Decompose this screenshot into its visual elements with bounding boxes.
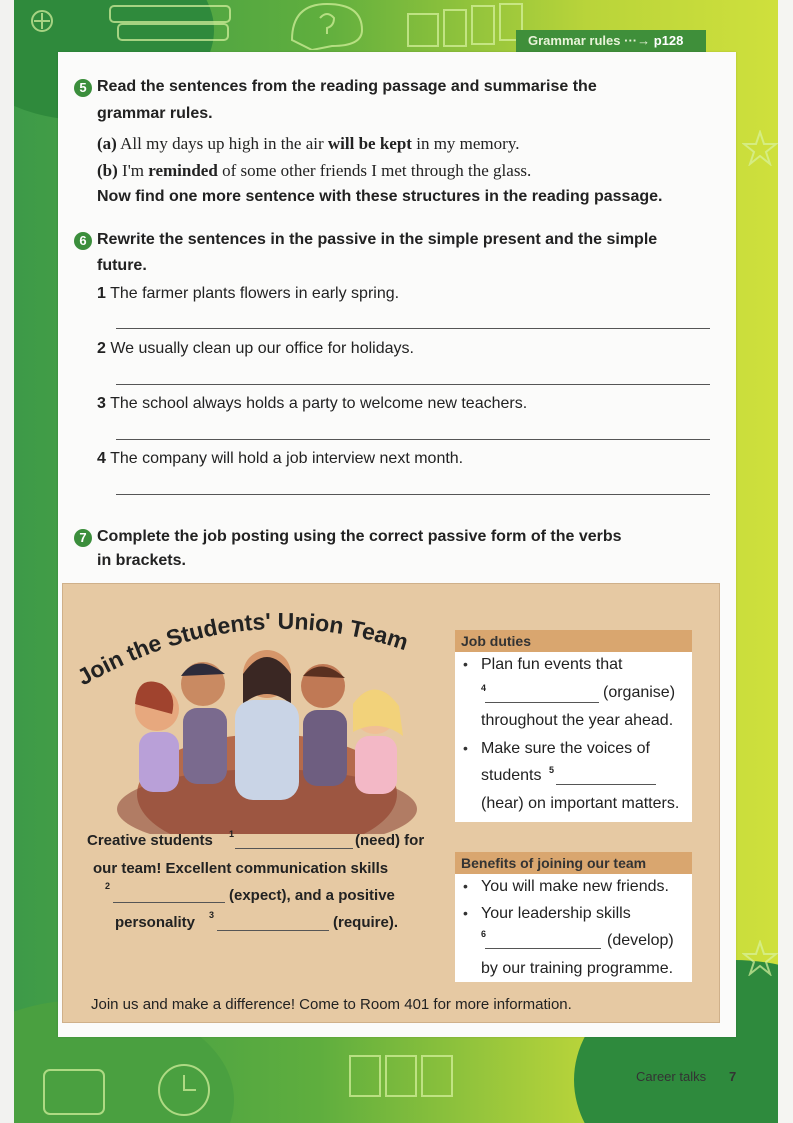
duty1-verb: (organise) xyxy=(603,684,676,701)
ex6-item-number: 2 xyxy=(97,340,106,357)
blank-6-line[interactable] xyxy=(485,948,601,949)
footer-section-title: Career talks xyxy=(636,1069,707,1084)
page-margin-left xyxy=(0,0,14,1123)
job-posting-poster xyxy=(62,583,720,1023)
blank-4-number: 4 xyxy=(481,683,487,693)
students-illustration-icon xyxy=(117,644,417,834)
ex6-item-3 xyxy=(97,395,527,413)
ex5-a-post: in my memory. xyxy=(416,134,520,153)
ex6-item-text: The company will hold a job interview next month. xyxy=(110,450,464,467)
ex5-sentence-b xyxy=(97,161,531,181)
ex5-sentence-a xyxy=(97,134,519,154)
exercise-5-number: 5 xyxy=(74,79,92,97)
ex6-item-text: The school always holds a party to welcome new teachers. xyxy=(110,395,528,412)
blank-5-line[interactable] xyxy=(556,784,656,785)
page-reference: p128 xyxy=(653,33,684,48)
blank-3-line[interactable] xyxy=(217,930,329,931)
abc-doodle-icon xyxy=(344,1050,474,1110)
creative-line4-b: (require). xyxy=(333,914,399,931)
ex6-answer-line-4[interactable] xyxy=(116,494,710,495)
benefit2-line1: Your leadership skills xyxy=(481,905,631,922)
blank-3-number: 3 xyxy=(209,910,215,920)
benefits-header: Benefits of joining our team xyxy=(455,852,692,874)
bullet-icon: • xyxy=(463,656,468,672)
creative-line1-a: Creative students xyxy=(87,832,213,849)
blank-6-number: 6 xyxy=(481,929,487,939)
benefit2-verb: (develop) xyxy=(607,932,674,949)
ex6-instruction-line1: Rewrite the sentences in the passive in the simple present and the simple xyxy=(97,231,658,248)
creative-line2: our team! Excellent communication skills xyxy=(93,860,389,877)
doodle-icon xyxy=(22,6,62,36)
ex5-b-pre: I'm xyxy=(122,161,144,180)
ex5-b-post: of some other friends I met through the glass. xyxy=(222,161,532,180)
ex5-b-label: (b) xyxy=(97,161,118,180)
arrow-icon: ···→ xyxy=(624,33,651,48)
poster-bottom-line: Join us and make a difference! Come to Room 401 for more information. xyxy=(91,996,572,1013)
job-duties-header: Job duties xyxy=(455,630,692,652)
benefit2-line3: by our training programme. xyxy=(481,960,674,977)
bullet-icon: • xyxy=(463,740,468,756)
ex6-item-number: 4 xyxy=(97,450,106,467)
question-bubble-doodle-icon xyxy=(282,0,372,50)
bullet-icon: • xyxy=(463,905,468,921)
books-doodle-icon xyxy=(104,0,244,48)
blank-1-number: 1 xyxy=(229,829,235,839)
blank-4-line[interactable] xyxy=(485,702,599,703)
blank-2-line[interactable] xyxy=(113,902,225,903)
creative-line3: (expect), and a positive xyxy=(229,887,395,904)
verb-doodle-icon xyxy=(404,0,534,50)
blank-2-number: 2 xyxy=(105,881,111,891)
creative-line1-b: (need) for xyxy=(355,832,425,849)
ex6-item-number: 3 xyxy=(97,395,106,412)
duty1-line1: Plan fun events that xyxy=(481,656,623,673)
creative-line4-a: personality xyxy=(115,914,196,931)
ex6-answer-line-2[interactable] xyxy=(116,384,710,385)
ex6-item-4 xyxy=(97,450,463,468)
ex5-instruction-line2: grammar rules. xyxy=(97,105,213,122)
ex6-instruction-line2: future. xyxy=(97,257,147,274)
ex5-final-instruction: Now find one more sentence with these structures in the reading passage. xyxy=(97,188,663,205)
ex6-answer-line-1[interactable] xyxy=(116,328,710,329)
duty1-line3: throughout the year ahead. xyxy=(481,712,674,729)
grammar-rules-label: Grammar rules xyxy=(528,33,621,48)
benefit1: You will make new friends. xyxy=(481,878,669,895)
ex5-a-pre: All my days up high in the air xyxy=(120,134,324,153)
exercise-7-number: 7 xyxy=(74,529,92,547)
star-doodle-icon xyxy=(742,130,778,166)
ex5-instruction-line1: Read the sentences from the reading passage and summarise the xyxy=(97,78,597,95)
blank-5-number: 5 xyxy=(549,765,555,775)
ex6-item-2 xyxy=(97,340,414,358)
page-margin-right xyxy=(778,0,793,1123)
ex6-item-text: The farmer plants flowers in early spring. xyxy=(110,285,400,302)
poster-title: Join the Students' Union Team xyxy=(72,607,412,691)
ex6-item-number: 1 xyxy=(97,285,106,302)
exercise-6-number: 6 xyxy=(74,232,92,250)
ex6-answer-line-3[interactable] xyxy=(116,439,710,440)
page-number: 7 xyxy=(729,1069,737,1084)
ex6-item-1 xyxy=(97,285,399,303)
clock-doodle-icon xyxy=(34,1050,294,1120)
ex5-b-bold: reminded xyxy=(148,161,218,180)
ex5-a-label: (a) xyxy=(97,134,117,153)
duty2-line1: Make sure the voices of xyxy=(481,740,650,757)
bullet-icon: • xyxy=(463,878,468,894)
ex7-instruction-line2: in brackets. xyxy=(97,552,186,569)
star-doodle-icon xyxy=(742,940,778,976)
duty2-students: students xyxy=(481,767,542,784)
ex6-item-text: We usually clean up our office for holidays. xyxy=(110,340,414,357)
blank-1-line[interactable] xyxy=(235,848,353,849)
duty2-line3: (hear) on important matters. xyxy=(481,795,680,812)
ex5-a-bold: will be kept xyxy=(327,134,412,153)
grammar-rules-tab[interactable] xyxy=(516,30,706,52)
ex7-instruction-line1: Complete the job posting using the correct passive form of the verbs xyxy=(97,528,622,545)
